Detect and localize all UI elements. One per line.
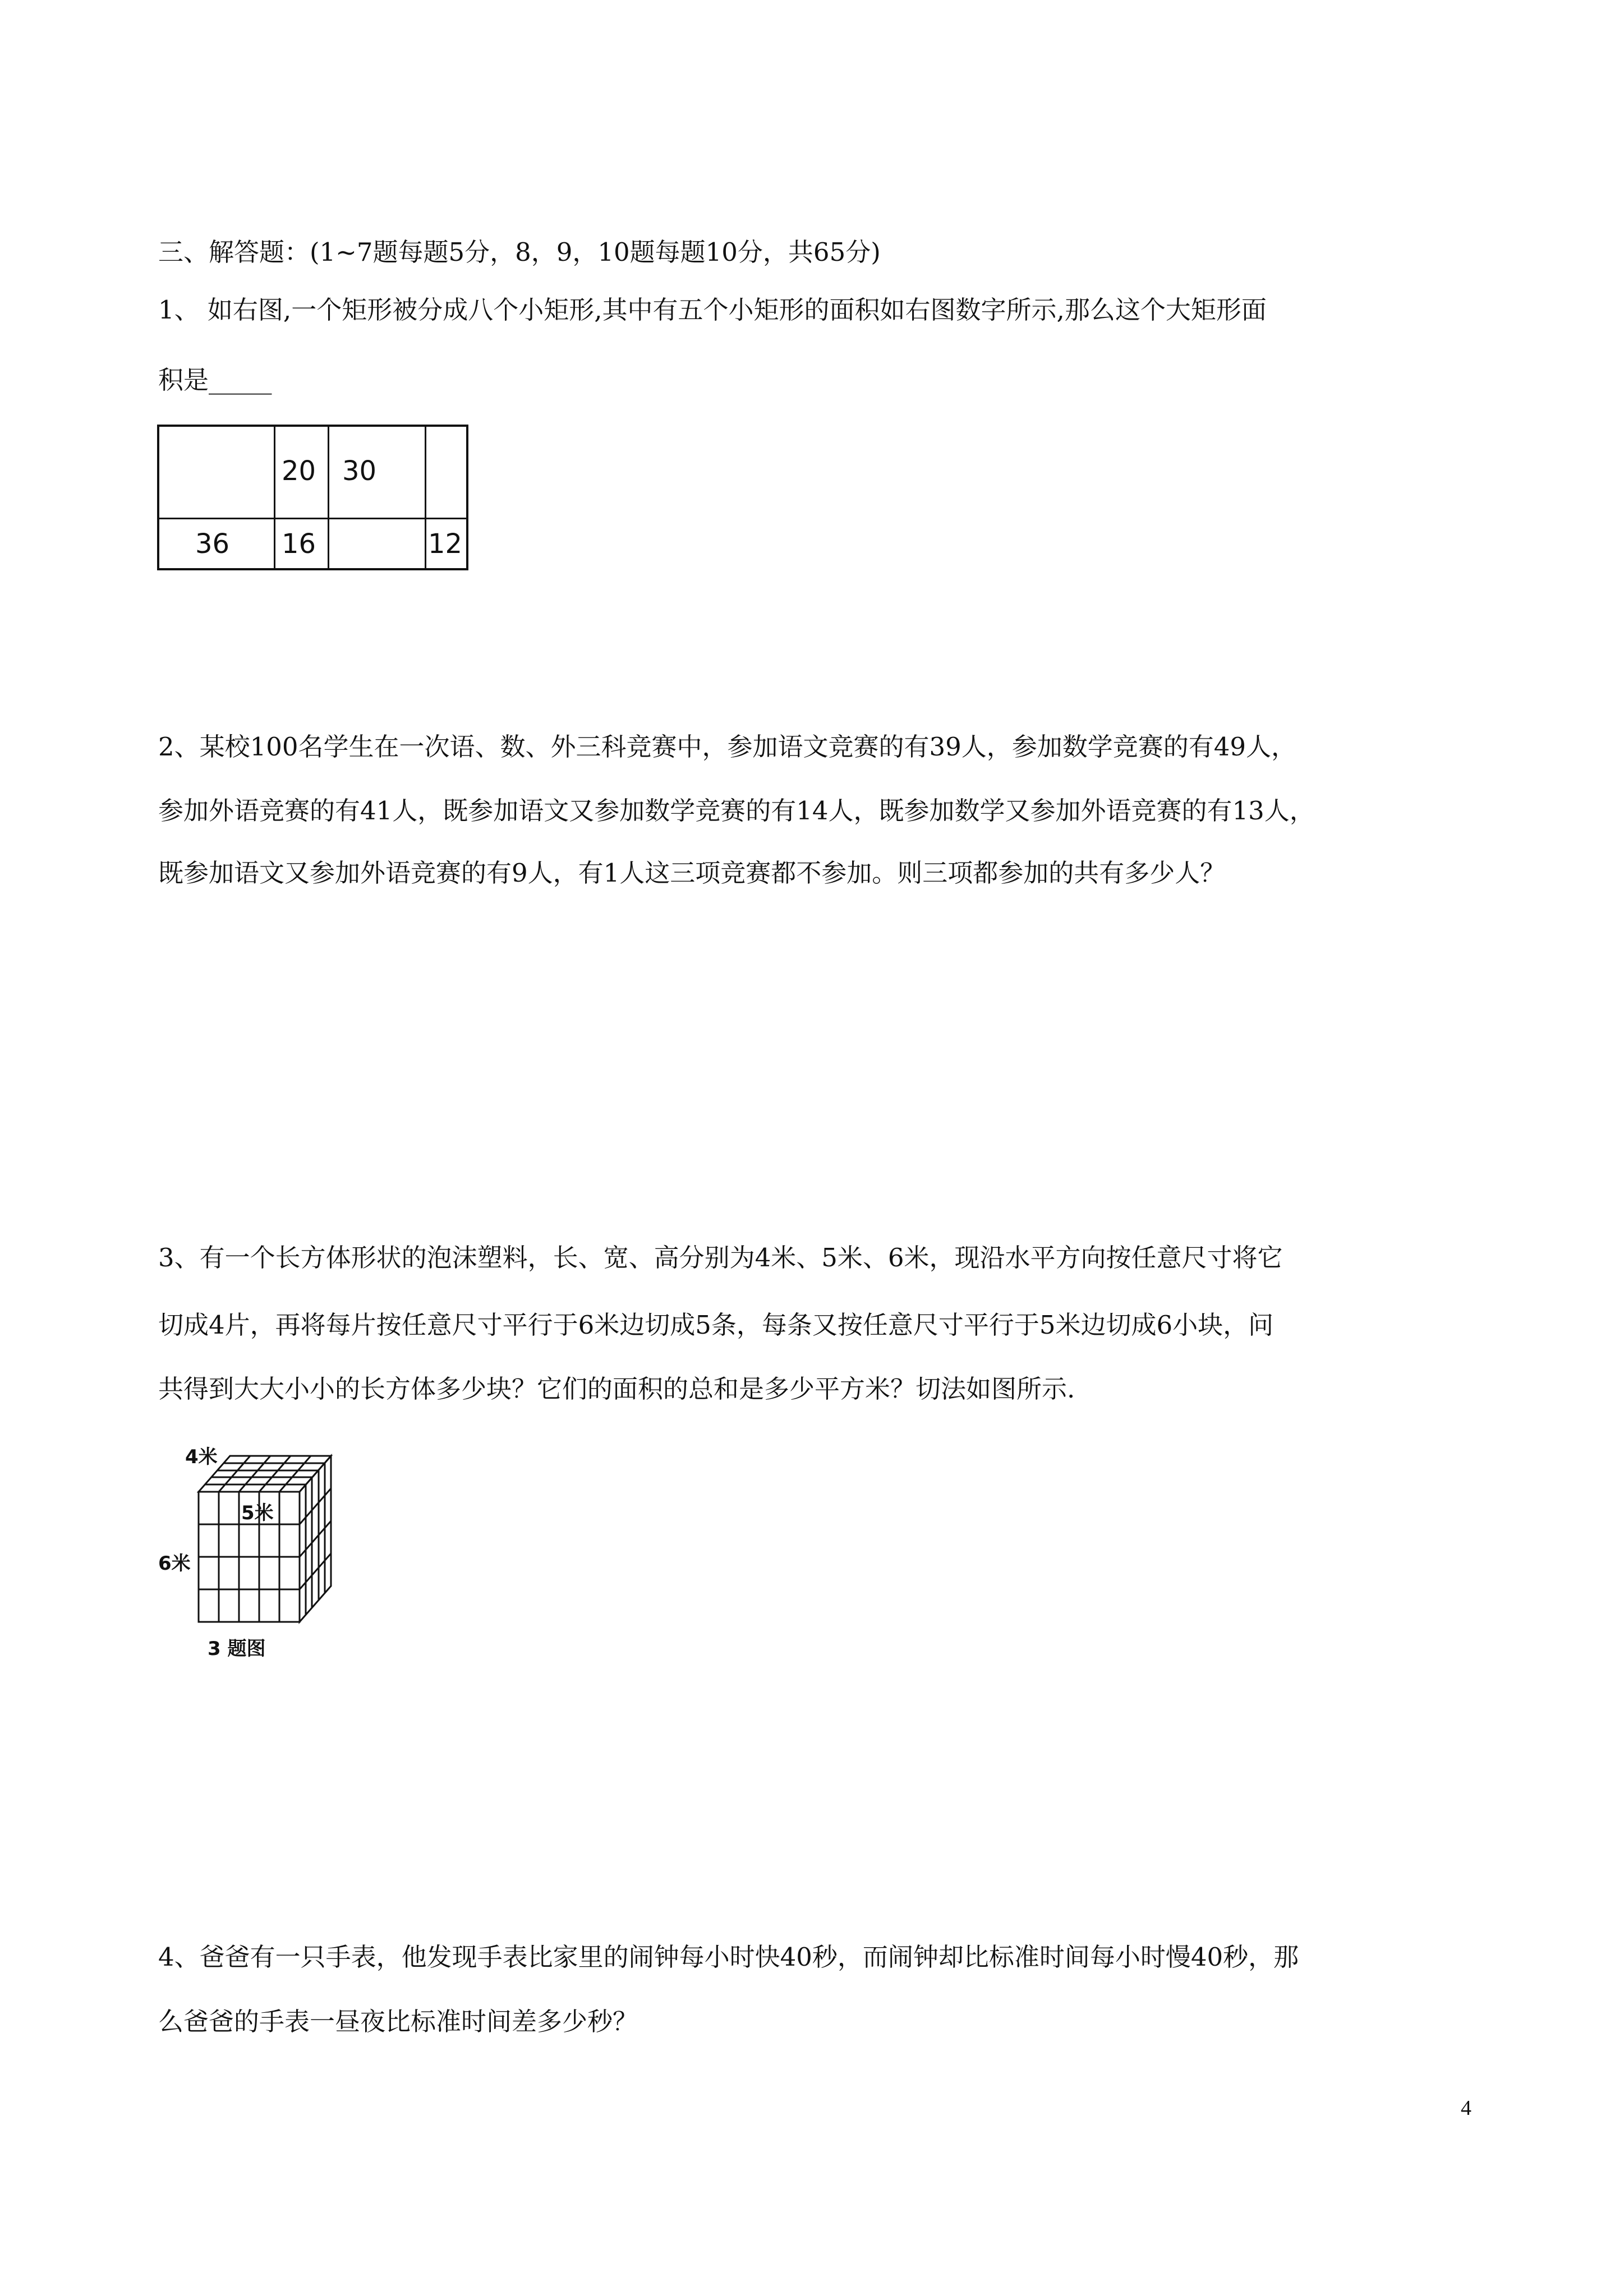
cell-16: 16 — [282, 528, 316, 560]
label-5m: 5米 — [241, 1502, 274, 1524]
question-4-line-1: 4、爸爸有一只手表，他发现手表比家里的闹钟每小时快40秒，而闹钟却比标准时间每小时慢40秒，那 — [158, 1942, 1299, 1972]
figure-caption: 3 题图 — [208, 1638, 266, 1660]
cell-20: 20 — [282, 455, 316, 487]
question-1-line-2: 积是_____ — [158, 365, 272, 395]
question-3-line-3: 共得到大大小小的长方体多少块？它们的面积的总和是多少平方米？切法如图所示. — [158, 1374, 1075, 1404]
question-1-line-1: 1、 如右图,一个矩形被分成八个小矩形,其中有五个小矩形的面积如右图数字所示,那么这个大矩形面 — [158, 295, 1267, 325]
question-3-line-1: 3、有一个长方体形状的泡沫塑料，长、宽、高分别为4米、5米、6米，现沿水平方向按任意尺寸将它 — [158, 1243, 1283, 1273]
label-4m: 4米 — [185, 1446, 218, 1468]
rectangle-figure — [157, 425, 468, 570]
cell-12: 12 — [428, 528, 463, 560]
cell-36: 36 — [195, 528, 230, 560]
cell-30: 30 — [342, 455, 377, 487]
cuboid-figure — [158, 1441, 343, 1666]
question-3-line-2: 切成4片，再将每片按任意尺寸平行于6米边切成5条，每条又按任意尺寸平行于5米边切成6小块，问 — [158, 1310, 1274, 1340]
cuboid-drawing — [158, 1441, 343, 1632]
page-number: 4 — [1461, 2096, 1471, 2120]
question-2-line-3: 既参加语文又参加外语竞赛的有9人，有1人这三项竞赛都不参加。则三项都参加的共有多少人？ — [158, 858, 1226, 888]
question-4-line-2: 么爸爸的手表一昼夜比标准时间差多少秒？ — [158, 2007, 638, 2036]
question-2-line-1: 2、某校100名学生在一次语、数、外三科竞赛中，参加语文竞赛的有39人，参加数学竞赛的有49人， — [158, 732, 1297, 762]
section-header: 三、解答题：(1~7题每题5分，8，9，10题每题10分，共65分) — [158, 237, 881, 267]
question-2-line-2: 参加外语竞赛的有41人，既参加语文又参加数学竞赛的有14人，既参加数学又参加外语竞赛的有13人， — [158, 796, 1315, 826]
label-6m: 6米 — [158, 1552, 191, 1575]
